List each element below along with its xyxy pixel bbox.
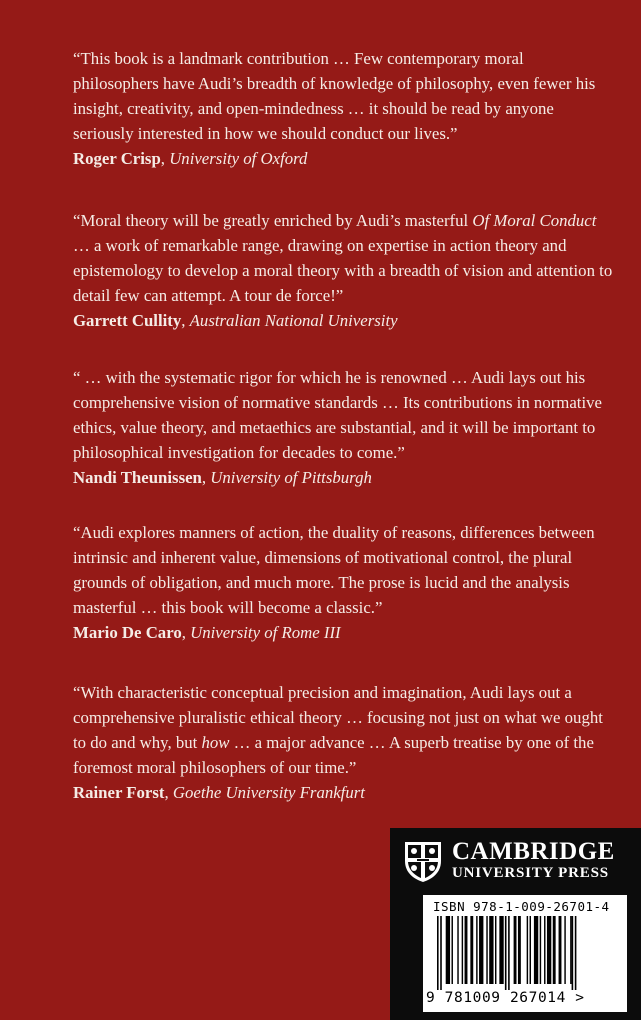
endorser-name: Roger Crisp: [73, 149, 161, 168]
endorser-institution: University of Oxford: [169, 149, 308, 168]
barcode-bar: [495, 916, 496, 984]
quote-attribution: Rainer Forst, Goethe University Frankfurt: [73, 783, 365, 802]
barcode-bar: [457, 916, 458, 984]
barcode-bar: [437, 916, 439, 990]
publisher-name: CAMBRIDGE: [452, 838, 615, 865]
barcode-bar: [446, 916, 450, 984]
endorser-name: Nandi Theunissen: [73, 468, 202, 487]
barcode-bar: [489, 916, 493, 984]
book-title: Of Moral Conduct: [472, 211, 597, 230]
barcode-bar: [527, 916, 528, 984]
barcode-bar: [470, 916, 473, 984]
endorsement-quote: [73, 46, 613, 171]
barcode-bar: [540, 916, 541, 984]
barcode-bar: [564, 916, 565, 984]
barcode-bar: [575, 916, 577, 990]
barcode-bar: [514, 916, 517, 984]
endorser-name: Rainer Forst: [73, 783, 165, 802]
barcode-bar: [440, 916, 442, 990]
barcode-bar: [518, 916, 521, 984]
barcode-bar: [530, 916, 531, 984]
endorser-name: Mario De Caro: [73, 623, 182, 642]
quote-text: “This book is a landmark contribution … Few contemporary moral philosophers have Audi’s breadth of knowledge of philosophy, even fewer his insight, creativity, and open-mindedness … it should be read by anyone seriously interested in how we should conduct our lives.”: [73, 49, 596, 143]
barcode-bar: [486, 916, 487, 984]
quote-text: “Audi explores manners of action, the duality of reasons, differences between intrinsic and inherent value, dimensions of motivational control, the plural grounds of obligation, and much more. The prose is lucid and the analysis masterful … this book will become a classic.”: [73, 523, 595, 617]
publisher-block: [390, 828, 641, 1020]
quote-text-part: … a work of remarkable range, drawing on expertise in action theory and epistemology to develop a moral theory with a breadth of vision and attention to detail few can attempt. A tour de force!”: [73, 236, 613, 305]
barcode-bar: [499, 916, 503, 984]
barcode-bar: [570, 916, 571, 984]
quote-text: “ … with the systematic rigor for which he is renowned … Audi lays out his comprehensive vision of normative standards … Its contributions in normative ethics, value theory, and metaethics are substantial, and it will be important to philosophical investigation for decades to come.”: [73, 368, 602, 462]
endorser-name: Garrett Cullity: [73, 311, 182, 330]
barcode-bar: [544, 916, 545, 984]
endorser-institution: Goethe University Frankfurt: [172, 783, 365, 802]
quote-attribution: Mario De Caro, University of Rome III: [73, 623, 341, 642]
barcode-bar: [553, 916, 556, 984]
cambridge-shield-icon: [404, 841, 442, 888]
publisher-subtitle: UNIVERSITY PRESS: [452, 865, 609, 881]
barcode-bar: [508, 916, 510, 990]
barcode-bar: [465, 916, 468, 984]
emphasis-word: how: [201, 733, 230, 752]
endorser-institution: University of Rome III: [190, 623, 341, 642]
quote-text-part: “Moral theory will be greatly enriched by Audi’s masterful: [73, 211, 473, 230]
quote-text-part: … a major advance … A superb treatise by one of the foremost moral philosophers of our time.”: [73, 733, 594, 777]
endorsement-quote: [73, 520, 613, 645]
endorsement-quote: [73, 208, 613, 333]
barcode-bars: [431, 916, 619, 990]
barcode-bar: [559, 916, 562, 984]
barcode-bar: [476, 916, 477, 984]
quote-text-part: “With characteristic conceptual precision and imagination, Audi lays out a comprehensive pluralistic ethical theory … focusing not just on what we ought to do and why, but: [73, 683, 603, 752]
ean-digits-text: 9 781009 267014 >: [426, 990, 585, 1006]
barcode-bar: [534, 916, 538, 984]
quote-attribution: Roger Crisp, University of Oxford: [73, 149, 308, 168]
barcode-bar: [479, 916, 483, 984]
barcode-bar: [462, 916, 463, 984]
endorser-institution: Australian National University: [189, 311, 398, 330]
barcode-bar: [547, 916, 551, 984]
endorsement-quote: [73, 365, 613, 490]
quote-text: [73, 680, 613, 780]
barcode-bar: [505, 916, 507, 990]
barcode: [423, 895, 627, 1012]
quote-attribution: Garrett Cullity, Australian National University: [73, 311, 398, 330]
quote-attribution: Nandi Theunissen, University of Pittsburgh: [73, 468, 372, 487]
endorsement-quote: [73, 680, 613, 805]
barcode-bar: [452, 916, 453, 984]
isbn-label: ISBN 978-1-009-26701-4: [433, 899, 610, 914]
quote-text: [73, 208, 613, 308]
endorser-institution: University of Pittsburgh: [210, 468, 372, 487]
barcode-bar: [572, 916, 574, 990]
